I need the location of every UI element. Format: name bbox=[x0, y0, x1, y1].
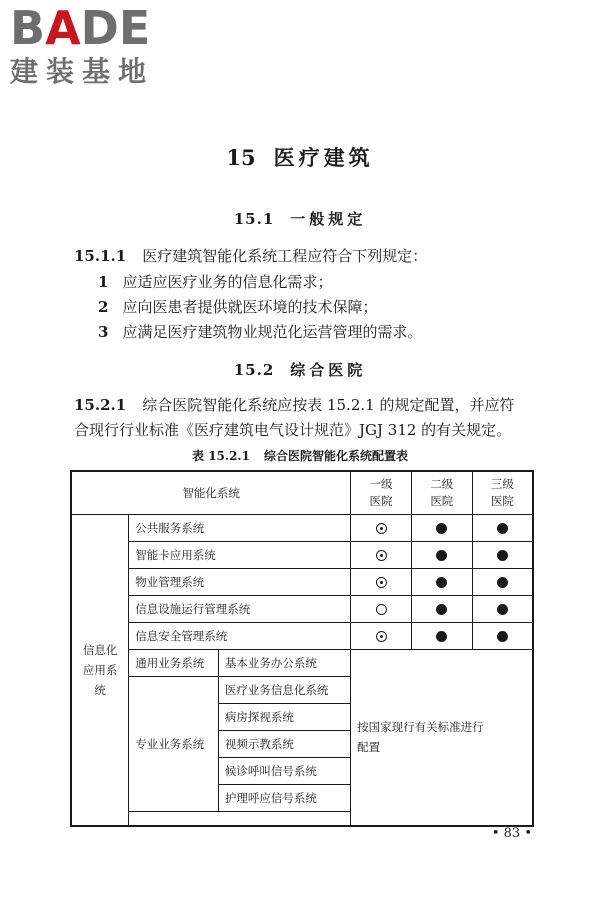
clause-15-1-1: 15.1.1 医疗建筑智能化系统工程应符合下列规定： bbox=[74, 247, 428, 265]
level1-center-dot-icon bbox=[351, 569, 412, 596]
level1-center-dot-icon bbox=[351, 623, 412, 650]
group-label: 信息化 应用系统 bbox=[71, 515, 129, 826]
level3-full-dot-icon bbox=[472, 542, 533, 569]
list-item: 1 应适应医疗业务的信息化需求； bbox=[98, 273, 333, 291]
level1-center-dot-icon bbox=[351, 515, 412, 542]
level2-full-dot-icon bbox=[411, 596, 472, 623]
header-level2: 二级 医院 bbox=[411, 471, 472, 515]
level3-full-dot-icon bbox=[472, 569, 533, 596]
level1-center-dot-icon bbox=[351, 542, 412, 569]
table-row bbox=[71, 650, 533, 677]
row-name: 智能卡应用系统 bbox=[129, 542, 351, 569]
clause-15-2-1: 15.2.1 综合医院智能化系统应按表 15.2.1 的规定配置，并应符 bbox=[74, 396, 515, 414]
config-note: 按国家现行有关标准进行 配置 bbox=[351, 650, 533, 826]
special-business-sub: 病房探视系统 bbox=[218, 704, 350, 731]
list-item: 3 应满足医疗建筑物业规范化运营管理的需求。 bbox=[98, 323, 423, 341]
level1-open-circle-icon bbox=[351, 596, 412, 623]
section-title-15-2: 15.2 综合医院 bbox=[233, 361, 367, 379]
level2-full-dot-icon bbox=[411, 515, 472, 542]
row-name: 公共服务系统 bbox=[129, 515, 351, 542]
level3-full-dot-icon bbox=[472, 623, 533, 650]
logo-wordmark: BADE bbox=[10, 1, 151, 55]
table-row bbox=[71, 542, 533, 569]
row-name: 信息安全管理系统 bbox=[129, 623, 351, 650]
section-title-15-1: 15.1 一般规定 bbox=[233, 210, 367, 228]
row-name: 信息设施运行管理系统 bbox=[129, 596, 351, 623]
general-business-sub: 基本业务办公系统 bbox=[218, 650, 350, 677]
general-business-label: 通用业务系统 bbox=[129, 650, 219, 677]
table-caption: 表 15.2.1 综合医院智能化系统配置表 bbox=[192, 449, 408, 463]
page-number: • 83 • bbox=[491, 826, 532, 841]
special-business-sub: 候诊呼叫信号系统 bbox=[218, 758, 350, 785]
blank-cell bbox=[129, 812, 351, 826]
level3-full-dot-icon bbox=[472, 515, 533, 542]
header-system: 智能化系统 bbox=[71, 471, 351, 515]
clause-15-2-1-continued: 合现行行业标准《医疗建筑电气设计规范》JGJ 312 的有关规定。 bbox=[74, 421, 512, 439]
special-business-sub: 护理呼应信号系统 bbox=[218, 785, 350, 812]
special-business-sub: 视频示教系统 bbox=[218, 731, 350, 758]
table-header-row bbox=[71, 471, 533, 515]
level3-full-dot-icon bbox=[472, 596, 533, 623]
special-business-label: 专业业务系统 bbox=[129, 677, 219, 812]
list-item: 2 应向医患者提供就医环境的技术保障； bbox=[98, 298, 378, 316]
table-row bbox=[71, 569, 533, 596]
row-name: 物业管理系统 bbox=[129, 569, 351, 596]
header-level1: 一级 医院 bbox=[351, 471, 412, 515]
config-table bbox=[70, 470, 534, 827]
logo-subtitle: 建装基地 bbox=[10, 55, 155, 88]
header-level3: 三级 医院 bbox=[472, 471, 533, 515]
special-business-sub: 医疗业务信息化系统 bbox=[218, 677, 350, 704]
level2-full-dot-icon bbox=[411, 623, 472, 650]
table-row bbox=[71, 623, 533, 650]
table-row bbox=[71, 596, 533, 623]
logo bbox=[10, 1, 190, 94]
level2-full-dot-icon bbox=[411, 569, 472, 596]
table-row bbox=[71, 515, 533, 542]
chapter-title: 15 医疗建筑 bbox=[226, 145, 374, 170]
level2-full-dot-icon bbox=[411, 542, 472, 569]
